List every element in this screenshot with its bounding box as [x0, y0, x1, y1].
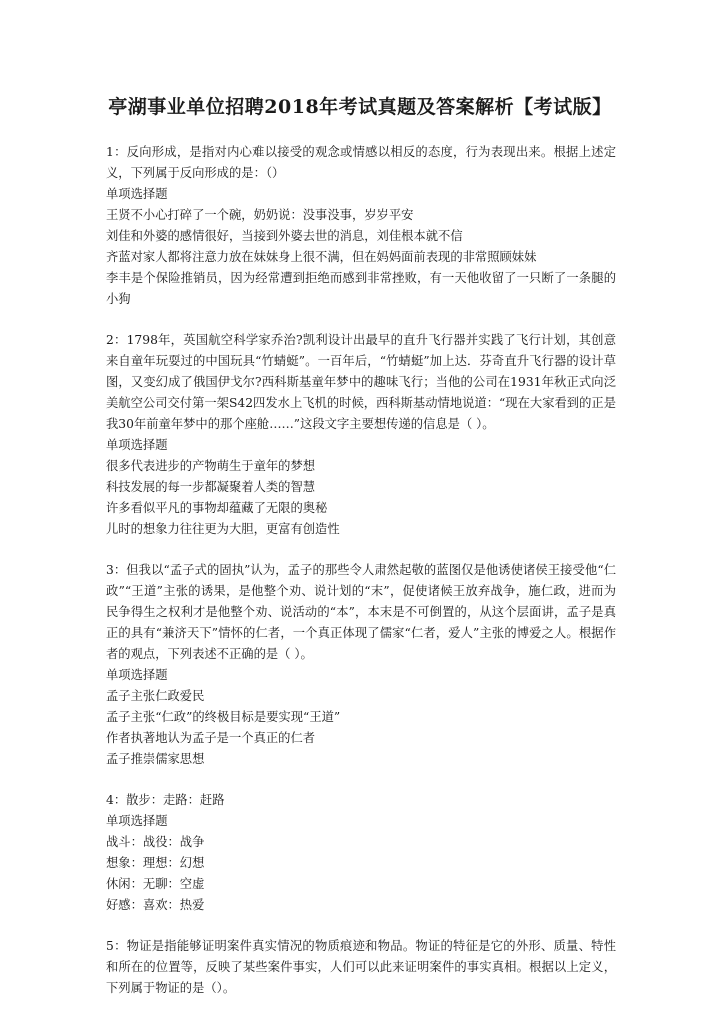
question-stem: 3：但我以“孟子式的固执”认为，孟子的那些令人肃然起敬的蓝图仅是他诱使诸侯王接受他“仁政”“王道”主张的诱果，是他整个劝、说计划的“末”，促使诸候王放弃战争，施仁政，进而为民争得生之权利才是他整个劝、说活动的“本”，本末是不可倒置的，从这个层面讲，孟子是真正的具有“兼济天下”情怀的仁者，一个真正体现了儒家“仁者，爱人”主张的博爱之人。根据作者的观点，下列表述不正确的是（ ）。 — [106, 563, 616, 661]
document-title: 亭湖事业单位招聘2018年考试真题及答案解析【考试版】 — [108, 96, 612, 118]
question-1 — [106, 142, 616, 310]
question-option: 战斗：战役：战争 — [106, 835, 205, 849]
question-2 — [106, 330, 616, 540]
question-3 — [106, 560, 616, 770]
question-type: 单项选择题 — [106, 668, 168, 682]
question-type: 单项选择题 — [106, 187, 168, 201]
question-option: 科技发展的每一步都凝聚着人类的智慧 — [106, 480, 316, 494]
question-option: 很多代表进步的产物萌生于童年的梦想 — [106, 459, 316, 473]
question-stem: 2：1798年，英国航空科学家乔治?凯利设计出最早的直升飞行器并实践了飞行计划，其创意来自童年玩耍过的中国玩具“竹蜻蜓”。一百年后，“竹蜻蜓”加上达．芬奇直升飞行器的设计草图，又变幻成了俄国伊戈尔?西科斯基童年梦中的趣味飞行；当他的公司在1931年秋正式向泛美航空公司交付第一架S42四发水上飞机的时候，西科斯基动情地说道：“现在大家看到的正是我30年前童年梦中的那个座舱……”这段文字主要想传递的信息是（ ）。 — [106, 333, 616, 431]
question-list — [106, 142, 616, 1019]
question-5 — [106, 936, 616, 999]
question-4 — [106, 790, 616, 916]
question-option: 作者执著地认为孟子是一个真正的仁者 — [106, 731, 316, 745]
question-option: 刘佳和外婆的感情很好，当接到外婆去世的消息，刘佳根本就不信 — [106, 229, 463, 243]
question-option: 许多看似平凡的事物却蕴藏了无限的奥秘 — [106, 501, 328, 515]
question-option: 好感：喜欢：热爱 — [106, 898, 205, 912]
question-type: 单项选择题 — [106, 814, 168, 828]
question-option: 李丰是个保险推销员，因为经常遭到拒绝而感到非常挫败，有一天他收留了一只断了一条腿的小狗 — [106, 271, 616, 306]
question-option: 休闲：无聊：空虚 — [106, 877, 205, 891]
question-option: 齐蓝对家人都将注意力放在妹妹身上很不满，但在妈妈面前表现的非常照顾妹妹 — [106, 250, 537, 264]
question-option: 孟子主张仁政爱民 — [106, 689, 205, 703]
question-stem: 4：散步：走路：赶路 — [106, 793, 225, 807]
question-option: 想象：理想：幻想 — [106, 856, 205, 870]
question-stem: 1：反向形成，是指对内心难以接受的观念或情感以相反的态度，行为表现出来。根据上述定义，下列属于反向形成的是：（） — [106, 145, 616, 180]
question-option: 孟子主张“仁政”的终极目标是要实现“王道” — [106, 710, 341, 724]
question-stem: 5：物证是指能够证明案件真实情况的物质痕迹和物品。物证的特征是它的外形、质量、特性和所在的位置等，反映了某些案件事实，人们可以此来证明案件的事实真相。根据以上定义，下列属于物证的是（）。 — [106, 939, 616, 995]
question-option: 王贤不小心打碎了一个碗，奶奶说：没事没事，岁岁平安 — [106, 208, 414, 222]
question-option: 孟子推崇儒家思想 — [106, 752, 205, 766]
question-type: 单项选择题 — [106, 438, 168, 452]
question-option: 儿时的想象力往往更为大胆，更富有创造性 — [106, 522, 340, 536]
